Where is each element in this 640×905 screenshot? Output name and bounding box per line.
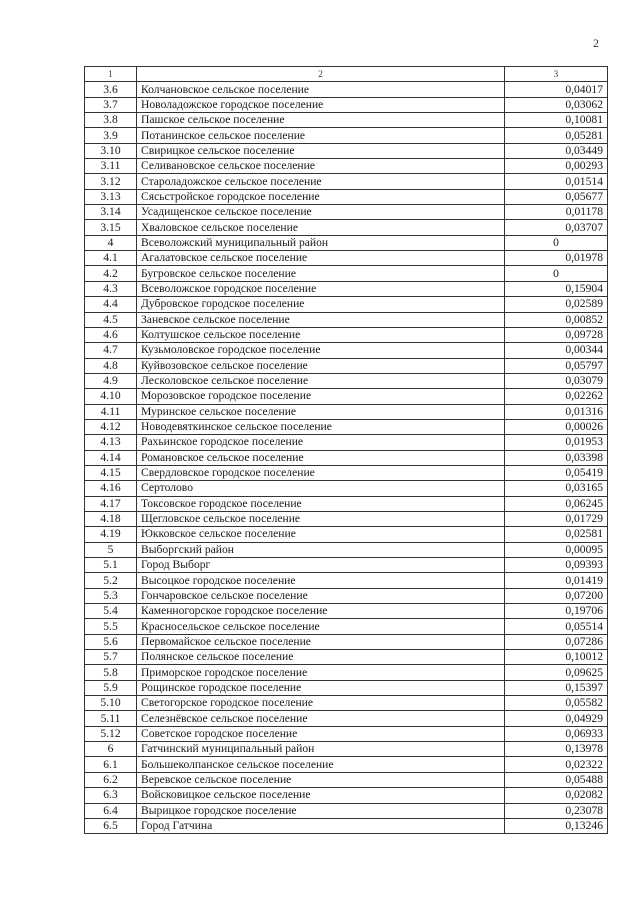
row-number: 6.5 xyxy=(85,818,137,833)
row-name: Город Гатчина xyxy=(137,818,505,833)
row-number: 3.13 xyxy=(85,189,137,204)
row-name: Колчановское сельское поселение xyxy=(137,82,505,97)
row-value: 0,02589 xyxy=(505,297,608,312)
table-row xyxy=(85,343,608,358)
row-name: Всеволожский муниципальный район xyxy=(137,235,505,250)
row-name: Сясьстройское городское поселение xyxy=(137,189,505,204)
row-name: Лесколовское сельское поселение xyxy=(137,373,505,388)
row-number: 6.4 xyxy=(85,803,137,818)
row-value: 0,03398 xyxy=(505,450,608,465)
table-row xyxy=(85,788,608,803)
row-value: 0,06933 xyxy=(505,726,608,741)
row-name: Войсковицкое сельское поселение xyxy=(137,788,505,803)
row-number: 4.18 xyxy=(85,511,137,526)
row-number: 3.10 xyxy=(85,143,137,158)
table-row xyxy=(85,772,608,787)
row-name: Романовское сельское поселение xyxy=(137,450,505,465)
row-number: 5.8 xyxy=(85,665,137,680)
table-body xyxy=(85,82,608,834)
row-value: 0,04017 xyxy=(505,82,608,97)
row-number: 4.2 xyxy=(85,266,137,281)
row-name: Заневское сельское поселение xyxy=(137,312,505,327)
row-name: Хваловское сельское поселение xyxy=(137,220,505,235)
row-number: 4.16 xyxy=(85,481,137,496)
row-value: 0,00095 xyxy=(505,542,608,557)
row-name: Первомайское сельское поселение xyxy=(137,634,505,649)
row-number: 4.15 xyxy=(85,465,137,480)
table-row xyxy=(85,465,608,480)
table-row xyxy=(85,757,608,772)
row-value: 0,04929 xyxy=(505,711,608,726)
row-name: Агалатовское сельское поселение xyxy=(137,251,505,266)
row-name: Всеволожское городское поселение xyxy=(137,281,505,296)
row-name: Свердловское городское поселение xyxy=(137,465,505,480)
table-row xyxy=(85,696,608,711)
page-number: 2 xyxy=(593,36,599,50)
row-value: 0,06245 xyxy=(505,496,608,511)
row-value: 0,05281 xyxy=(505,128,608,143)
table-row xyxy=(85,527,608,542)
row-value: 0,02082 xyxy=(505,788,608,803)
row-number: 5.9 xyxy=(85,680,137,695)
row-number: 5.2 xyxy=(85,573,137,588)
table-row xyxy=(85,235,608,250)
table-row xyxy=(85,174,608,189)
table-header-row xyxy=(85,67,608,82)
table-row xyxy=(85,113,608,128)
row-value: 0 xyxy=(505,235,608,250)
row-value: 0,05677 xyxy=(505,189,608,204)
row-number: 3.8 xyxy=(85,113,137,128)
table-row xyxy=(85,604,608,619)
allocation-table xyxy=(84,66,608,834)
row-value: 0,01419 xyxy=(505,573,608,588)
row-number: 3.7 xyxy=(85,97,137,112)
row-value: 0,13978 xyxy=(505,742,608,757)
row-name: Усадищенское сельское поселение xyxy=(137,205,505,220)
row-name: Каменногорское городское поселение xyxy=(137,604,505,619)
row-number: 4.9 xyxy=(85,373,137,388)
row-name: Гончаровское сельское поселение xyxy=(137,588,505,603)
table-row xyxy=(85,711,608,726)
row-value: 0,05582 xyxy=(505,696,608,711)
row-name: Полянское сельское поселение xyxy=(137,650,505,665)
row-name: Куйвозовское сельское поселение xyxy=(137,358,505,373)
row-number: 4.12 xyxy=(85,419,137,434)
row-number: 6.2 xyxy=(85,772,137,787)
row-name: Староладожское сельское поселение xyxy=(137,174,505,189)
row-name: Выборгский район xyxy=(137,542,505,557)
row-number: 4.10 xyxy=(85,389,137,404)
row-value: 0,02262 xyxy=(505,389,608,404)
row-number: 5.3 xyxy=(85,588,137,603)
row-number: 4.17 xyxy=(85,496,137,511)
row-name: Морозовское городское поселение xyxy=(137,389,505,404)
row-number: 4 xyxy=(85,235,137,250)
row-value: 0,03707 xyxy=(505,220,608,235)
table-row xyxy=(85,726,608,741)
row-name: Свирицкое сельское поселение xyxy=(137,143,505,158)
column-header-value: 3 xyxy=(505,67,608,82)
row-value: 0,05797 xyxy=(505,358,608,373)
row-value: 0,03079 xyxy=(505,373,608,388)
row-name: Рахьинское городское поселение xyxy=(137,435,505,450)
row-name: Веревское сельское поселение xyxy=(137,772,505,787)
table-row xyxy=(85,404,608,419)
row-value: 0,09625 xyxy=(505,665,608,680)
row-name: Город Выборг xyxy=(137,558,505,573)
row-number: 5 xyxy=(85,542,137,557)
row-name: Советское городское поселение xyxy=(137,726,505,741)
row-number: 5.1 xyxy=(85,558,137,573)
table-row xyxy=(85,128,608,143)
row-name: Дубровское городское поселение xyxy=(137,297,505,312)
table-row xyxy=(85,358,608,373)
row-value: 0,02322 xyxy=(505,757,608,772)
table-row xyxy=(85,496,608,511)
row-name: Красносельское сельское поселение xyxy=(137,619,505,634)
row-number: 4.4 xyxy=(85,297,137,312)
table-row xyxy=(85,511,608,526)
row-value: 0,01514 xyxy=(505,174,608,189)
row-name: Юкковское сельское поселение xyxy=(137,527,505,542)
row-number: 4.19 xyxy=(85,527,137,542)
row-name: Селивановское сельское поселение xyxy=(137,159,505,174)
row-value: 0,00293 xyxy=(505,159,608,174)
table-row xyxy=(85,742,608,757)
table-row xyxy=(85,205,608,220)
row-value: 0,00026 xyxy=(505,419,608,434)
row-name: Пашское сельское поселение xyxy=(137,113,505,128)
row-value: 0,13246 xyxy=(505,818,608,833)
row-number: 5.7 xyxy=(85,650,137,665)
row-number: 6 xyxy=(85,742,137,757)
row-name: Высоцкое городское поселение xyxy=(137,573,505,588)
row-name: Вырицкое городское поселение xyxy=(137,803,505,818)
row-number: 5.12 xyxy=(85,726,137,741)
table-row xyxy=(85,373,608,388)
table-row xyxy=(85,419,608,434)
table-row xyxy=(85,82,608,97)
table-row xyxy=(85,542,608,557)
table-row xyxy=(85,558,608,573)
row-name: Потанинское сельское поселение xyxy=(137,128,505,143)
row-number: 5.5 xyxy=(85,619,137,634)
row-value: 0,15904 xyxy=(505,281,608,296)
row-value: 0,07286 xyxy=(505,634,608,649)
row-value: 0,02581 xyxy=(505,527,608,542)
row-name: Сертолово xyxy=(137,481,505,496)
table-row xyxy=(85,450,608,465)
table-row xyxy=(85,665,608,680)
row-number: 3.15 xyxy=(85,220,137,235)
row-value: 0,10081 xyxy=(505,113,608,128)
row-number: 4.3 xyxy=(85,281,137,296)
column-header-number: 1 xyxy=(85,67,137,82)
row-name: Приморское городское поселение xyxy=(137,665,505,680)
row-name: Токсовское городское поселение xyxy=(137,496,505,511)
table-row xyxy=(85,389,608,404)
row-value: 0,09393 xyxy=(505,558,608,573)
table-row xyxy=(85,588,608,603)
table-row xyxy=(85,650,608,665)
row-value: 0,03062 xyxy=(505,97,608,112)
row-number: 5.11 xyxy=(85,711,137,726)
table-row xyxy=(85,435,608,450)
row-value: 0,05419 xyxy=(505,465,608,480)
row-number: 4.1 xyxy=(85,251,137,266)
table-row xyxy=(85,97,608,112)
table-row xyxy=(85,266,608,281)
row-number: 5.10 xyxy=(85,696,137,711)
table-row xyxy=(85,481,608,496)
row-value: 0,05488 xyxy=(505,772,608,787)
table-row xyxy=(85,143,608,158)
row-number: 4.14 xyxy=(85,450,137,465)
row-value: 0,23078 xyxy=(505,803,608,818)
row-number: 4.5 xyxy=(85,312,137,327)
row-value: 0,03165 xyxy=(505,481,608,496)
row-value: 0,10012 xyxy=(505,650,608,665)
row-value: 0,01729 xyxy=(505,511,608,526)
row-name: Рощинское городское поселение xyxy=(137,680,505,695)
row-name: Муринское сельское поселение xyxy=(137,404,505,419)
row-value: 0 xyxy=(505,266,608,281)
table-row xyxy=(85,619,608,634)
row-number: 3.6 xyxy=(85,82,137,97)
row-name: Селезнёвское сельское поселение xyxy=(137,711,505,726)
table-row xyxy=(85,634,608,649)
row-number: 3.12 xyxy=(85,174,137,189)
row-name: Большеколпанское сельское поселение xyxy=(137,757,505,772)
table-row xyxy=(85,680,608,695)
table-row xyxy=(85,818,608,833)
table-row xyxy=(85,189,608,204)
row-value: 0,09728 xyxy=(505,327,608,342)
row-value: 0,01953 xyxy=(505,435,608,450)
row-name: Новодевяткинское сельское поселение xyxy=(137,419,505,434)
table-row xyxy=(85,159,608,174)
row-value: 0,19706 xyxy=(505,604,608,619)
row-value: 0,01316 xyxy=(505,404,608,419)
row-value: 0,07200 xyxy=(505,588,608,603)
row-value: 0,00344 xyxy=(505,343,608,358)
row-number: 5.4 xyxy=(85,604,137,619)
row-number: 4.7 xyxy=(85,343,137,358)
row-number: 6.1 xyxy=(85,757,137,772)
row-value: 0,03449 xyxy=(505,143,608,158)
row-value: 0,01978 xyxy=(505,251,608,266)
row-name: Гатчинский муниципальный район xyxy=(137,742,505,757)
row-value: 0,05514 xyxy=(505,619,608,634)
row-value: 0,00852 xyxy=(505,312,608,327)
column-header-name: 2 xyxy=(137,67,505,82)
row-number: 4.13 xyxy=(85,435,137,450)
table-row xyxy=(85,281,608,296)
table-row xyxy=(85,297,608,312)
row-name: Колтушское сельское поселение xyxy=(137,327,505,342)
table-row xyxy=(85,327,608,342)
table-row xyxy=(85,251,608,266)
row-name: Щегловское сельское поселение xyxy=(137,511,505,526)
table-row xyxy=(85,220,608,235)
row-number: 5.6 xyxy=(85,634,137,649)
row-number: 4.8 xyxy=(85,358,137,373)
row-value: 0,01178 xyxy=(505,205,608,220)
row-number: 4.6 xyxy=(85,327,137,342)
row-number: 4.11 xyxy=(85,404,137,419)
table-row xyxy=(85,573,608,588)
row-number: 6.3 xyxy=(85,788,137,803)
table-row xyxy=(85,803,608,818)
row-name: Кузьмоловское городское поселение xyxy=(137,343,505,358)
row-name: Бугровское сельское поселение xyxy=(137,266,505,281)
row-name: Светогорское городское поселение xyxy=(137,696,505,711)
row-number: 3.11 xyxy=(85,159,137,174)
row-name: Новоладожское городское поселение xyxy=(137,97,505,112)
row-number: 3.14 xyxy=(85,205,137,220)
table-row xyxy=(85,312,608,327)
row-value: 0,15397 xyxy=(505,680,608,695)
row-number: 3.9 xyxy=(85,128,137,143)
